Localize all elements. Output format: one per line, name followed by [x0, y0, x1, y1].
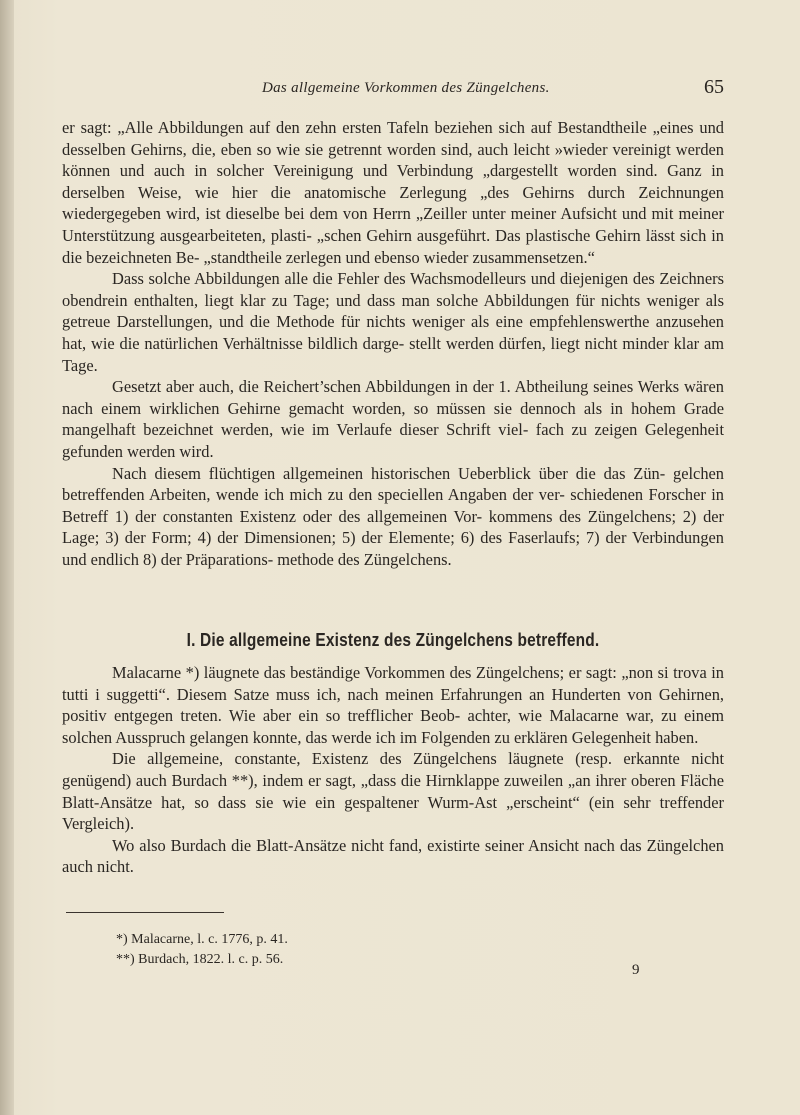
footnotes: [116, 930, 288, 970]
page-number: 65: [704, 76, 724, 98]
paragraph: Nach diesem flüchtigen allgemeinen historischen Ueberblick über die das Zün- gelchen betreffenden Arbeiten, wende ich mich zu den speciellen Angaben der ver- schiedenen Forscher in Betreff 1) der constanten Existenz oder des allgemeinen Vor- kommens des Züngelchens; 2) der Lage; 3) der Form; 4) der Dimensionen; 5) der Elemente; 6) des Faserlaufs; 7) der Verbindungen und endlich 8) der Präparations- methode des Züngelchens.: [62, 463, 724, 569]
paragraph-quote: er sagt: „Alle Abbildungen auf den zehn ersten Tafeln beziehen sich auf Bestandtheile „eines und desselben Gehirns, die, eben so wie sie getrennt worden sind, auch leicht »wieder vereinigt werden können und auch in solcher Vereinigung und Verbindung „dargestellt worden sind. Ganz in derselben Weise, wie hier die anatomische Zerlegung „des Gehirns durch Zeichnungen wiedergegeben wird, ist dieselbe bei dem von Herrn „Zeiller unter meiner Aufsicht und mit meiner Unterstützung ausgearbeiteten, plasti- „schen Gehirn ausgeführt. Das plastische Gehirn lässt sich in die bezeichneten Be- „standtheile zerlegen und ebenso wieder zusammensetzen.“: [62, 118, 724, 267]
section-heading: I. Die allgemeine Existenz des Züngelchens betreffend.: [186, 630, 600, 650]
body-text: [62, 117, 724, 570]
footnote-rule: [66, 912, 224, 913]
paragraph: Gesetzt aber auch, die Reichert’schen Abbildungen in der 1. Abtheilung seines Werks wären nach einem wirklichen Gehirne gemacht worden, so müssen sie dennoch als in hohem Grade mangelhaft bezeichnet werden, wie im Verlaufe dieser Schrift viel- fach zu zeigen Gelegenheit gefunden werden wird.: [62, 377, 724, 461]
paragraph: Wo also Burdach die Blatt-Ansätze nicht fand, existirte seiner Ansicht nach das Züngelchen auch nicht.: [62, 835, 724, 877]
running-title: Das allgemeine Vorkommen des Züngelchens.: [262, 80, 550, 96]
signature-mark: 9: [632, 962, 640, 978]
page-spine-shadow: [0, 0, 14, 1115]
footnote: **) Burdach, 1822. l. c. p. 56.: [116, 952, 284, 967]
page-header: [62, 76, 724, 102]
footnote: *) Malacarne, l. c. 1776, p. 41.: [116, 932, 288, 947]
section-body: [62, 662, 724, 878]
paragraph: Die allgemeine, constante, Existenz des Züngelchens läugnete (resp. erkannte nicht genügend) auch Burdach **), indem er sagt, „dass die Hirnklappe zuweilen „an ihrer oberen Fläche Blatt-Ansätze hat, so dass sie wie ein gespaltener Wurm-Ast „erscheint“ (ein sehr treffender Vergleich).: [62, 749, 724, 834]
paragraph: Dass solche Abbildungen alle die Fehler des Wachsmodelleurs und diejenigen des Zeichners obendrein enthalten, liegt klar zu Tage; und dass man solche Abbildungen für nichts weniger als getreue Darstellungen, und die Methode für nichts weniger als eine empfehlenswerthe anzusehen hat, wie die natürlichen Verhältnisse bildlich darge- stellt werden dürfen, liegt nicht minder klar am Tage.: [62, 269, 724, 375]
paragraph: Malacarne *) läugnete das beständige Vorkommen des Züngelchens; er sagt: „non si trova in tutti i suggetti“. Diesem Satze muss ich, nach meinen Erfahrungen an Hunderten von Gehirnen, positiv entgegen treten. Wie aber ein so trefflicher Beob- achter, wie Malacarne war, zu einem solchen Ausspruch gelangen konnte, das werde ich im Folgenden zu erklären Gelegenheit haben.: [62, 663, 724, 747]
